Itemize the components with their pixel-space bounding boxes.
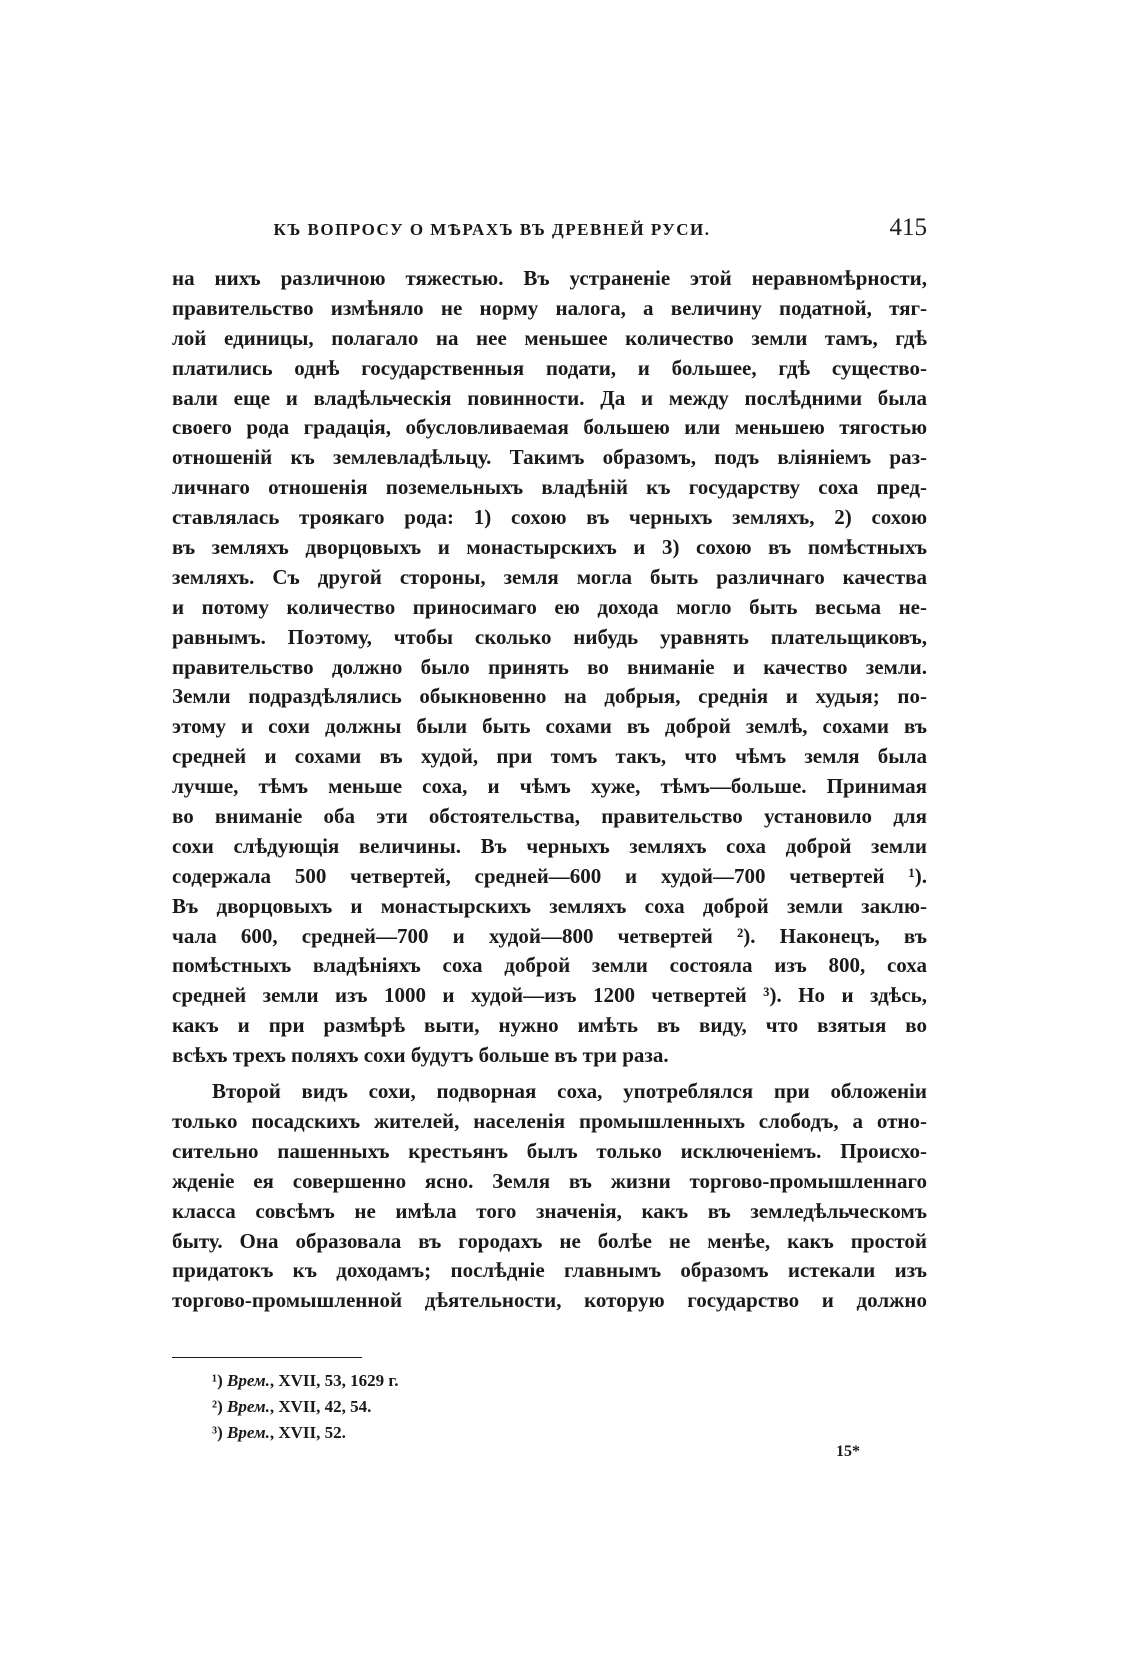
footnote-ref: , XVII, 42, 54.	[269, 1397, 372, 1416]
text-line: жденіе ея совершенно ясно. Земля въ жизни торгово-промышленнаго	[172, 1168, 927, 1193]
footnote-mark: ³)	[212, 1423, 223, 1442]
footnote-mark: ¹)	[212, 1371, 223, 1390]
text-line: земляхъ. Съ другой стороны, земля могла быть различнаго качества	[172, 564, 927, 589]
running-title: КЪ ВОПРОСУ О МѢРАХЪ ВЪ ДРЕВНЕЙ РУСИ.	[273, 220, 711, 239]
footnote-mark: ²)	[212, 1397, 223, 1416]
text-line: на нихъ различною тяжестью. Въ устраненіе этой неравномѣрности,	[172, 266, 927, 290]
text-line: содержала 500 четвертей, средней—600 и худой—700 четвертей ¹).	[172, 863, 927, 888]
text-line: средней земли изъ 1000 и худой—изъ 1200 четвертей ³). Но и здѣсь,	[172, 983, 927, 1008]
text-line: платились однѣ государственныя подати, и большее, гдѣ существо-	[172, 355, 927, 380]
text-line: вали еще и владѣльческія повинности. Да и между послѣдними была	[172, 385, 927, 410]
main-text	[172, 264, 927, 1316]
text-line: Земли подраздѣлялись обыкновенно на добрыя, среднія и худыя; по-	[172, 684, 927, 709]
footnote-ref: , XVII, 53, 1629 г.	[269, 1371, 399, 1390]
page-header	[172, 216, 927, 250]
footnotes	[212, 1368, 712, 1446]
text-line: равнымъ. Поэтому, чтобы сколько нибудь уравнять плательщиковъ,	[172, 624, 927, 649]
text-line: отношеній къ землевладѣльцу. Такимъ образомъ, подъ вліяніемъ раз-	[172, 445, 927, 470]
paragraph-2	[172, 1077, 927, 1316]
text-line: сительно пашенныхъ крестьянъ былъ только исключеніемъ. Происхо-	[172, 1138, 927, 1163]
text-line: какъ и при размѣрѣ выти, нужно имѣть въ виду, что взятыя во	[172, 1013, 927, 1038]
text-line: лой единицы, полагало на нее меньшее количество земли тамъ, гдѣ	[172, 325, 927, 350]
text-line: правительство должно было принять во вниманіе и качество земли.	[172, 654, 927, 679]
text-line: сохи слѣдующія величины. Въ черныхъ земляхъ соха доброй земли	[172, 833, 927, 858]
text-line: Второй видъ сохи, подворная соха, употреблялся при обложеніи	[212, 1079, 927, 1104]
text-line: и потому количество приносимаго ею дохода могло быть весьма не-	[172, 594, 927, 619]
footnote-separator	[172, 1357, 362, 1358]
text-line: всѣхъ трехъ поляхъ сохи будутъ больше въ три раза.	[172, 1043, 669, 1068]
footnote-2	[212, 1394, 712, 1420]
text-line: чала 600, средней—700 и худой—800 четвертей ²). Наконецъ, въ	[172, 923, 927, 948]
text-line: своего рода градація, обусловливаемая большею или меньшею тягостью	[172, 415, 927, 440]
text-line: придатокъ къ доходамъ; послѣдніе главнымъ образомъ истекали изъ	[172, 1258, 927, 1283]
text-line: личнаго отношенія поземельныхъ владѣній къ государству соха пред-	[172, 475, 927, 500]
footnote-source: Врем.	[227, 1423, 270, 1442]
signature-mark: 15*	[836, 1443, 860, 1460]
text-line: во вниманіе оба эти обстоятельства, правительство установило для	[172, 804, 927, 829]
text-line: помѣстныхъ владѣніяхъ соха доброй земли состояла изъ 800, соха	[172, 953, 927, 978]
paragraph-1	[172, 264, 927, 1071]
text-line: быту. Она образовала въ городахъ не болѣе не менѣе, какъ простой	[172, 1228, 927, 1253]
text-line: этому и сохи должны были быть сохами въ доброй землѣ, сохами въ	[172, 714, 927, 739]
text-line: лучше, тѣмъ меньше соха, и чѣмъ хуже, тѣмъ—больше. Принимая	[172, 774, 927, 799]
footnote-1	[212, 1368, 712, 1394]
footnote-3	[212, 1420, 712, 1446]
text-line: торгово-промышленной дѣятельности, которую государство и должно	[172, 1288, 927, 1313]
text-line: ставлялась троякаго рода: 1) сохою въ черныхъ земляхъ, 2) сохою	[172, 505, 927, 530]
text-line: въ земляхъ дворцовыхъ и монастырскихъ и 3) сохою въ помѣстныхъ	[172, 535, 927, 560]
footnote-source: Врем.	[227, 1397, 270, 1416]
text-line: класса совсѣмъ не имѣла того значенія, какъ въ земледѣльческомъ	[172, 1198, 927, 1223]
footnote-ref: , XVII, 52.	[269, 1423, 346, 1442]
page-number: 415	[889, 214, 927, 241]
text-line: средней и сохами въ худой, при томъ такъ, что чѣмъ земля была	[172, 744, 927, 769]
text-line: правительство измѣняло не норму налога, а величину податной, тяг-	[172, 295, 927, 320]
text-line: Въ дворцовыхъ и монастырскихъ земляхъ соха доброй земли заклю-	[172, 893, 927, 918]
footnote-source: Врем.	[227, 1371, 270, 1390]
text-line: только посадскихъ жителей, населенія промышленныхъ слободъ, а отно-	[172, 1108, 927, 1133]
